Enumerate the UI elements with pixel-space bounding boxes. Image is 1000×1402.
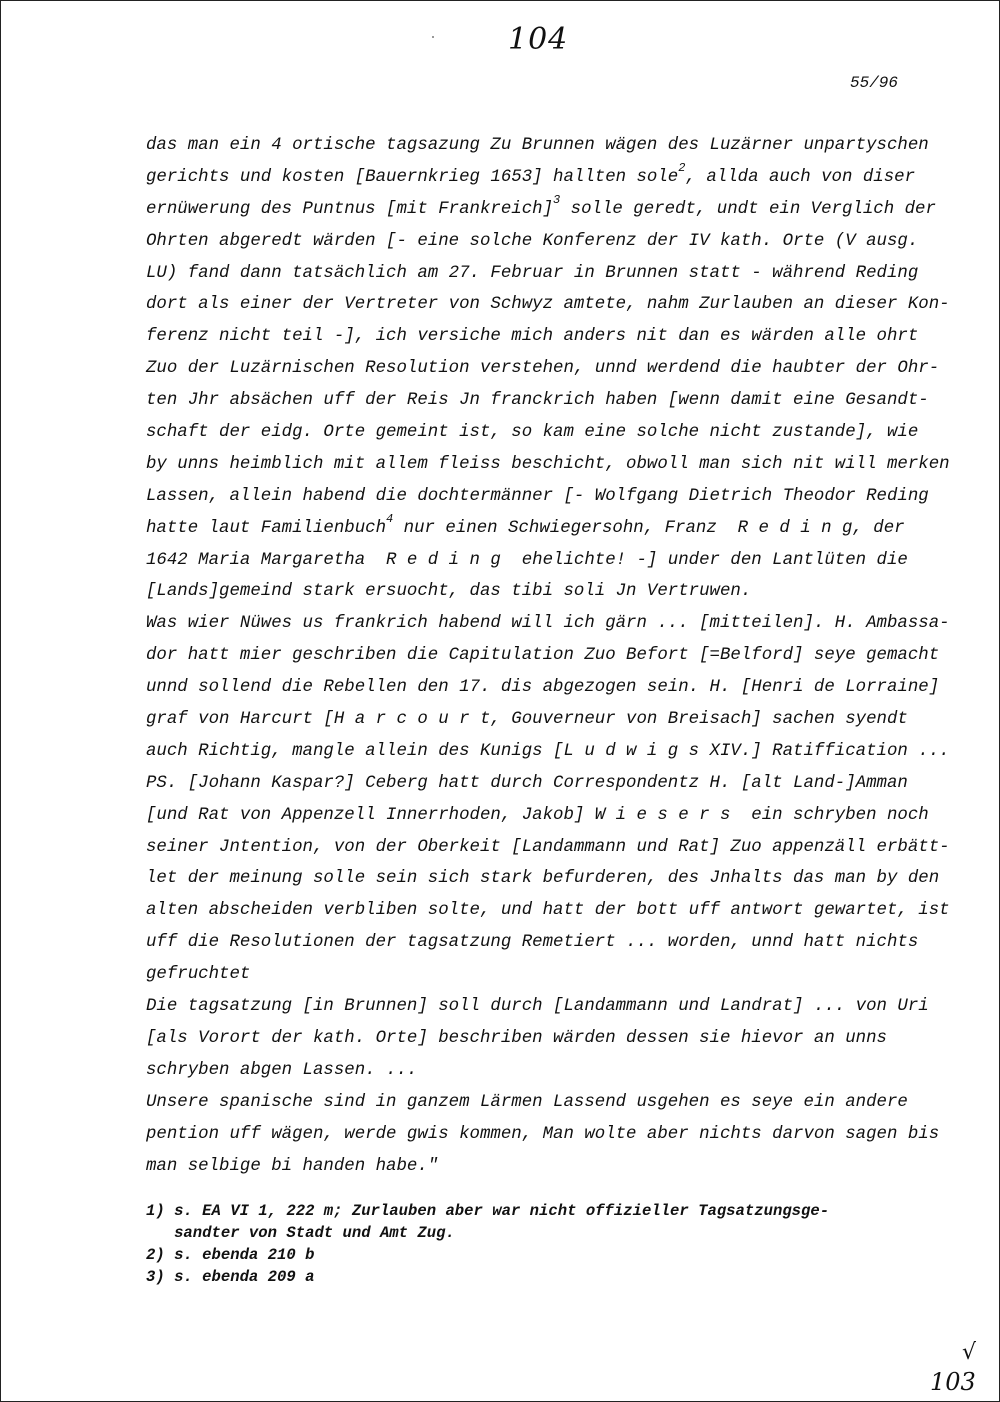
text-line: PS. [Johann Kaspar?] Ceberg hatt durch Correspondentz H. [alt Land-]Amman <box>146 773 908 793</box>
text-line: schaft der eidg. Orte gemeint ist, so kam eine solche nicht zustande], wie <box>146 423 919 443</box>
text-segment: nur einen Schwiegersohn, Franz R e d i n g, der <box>393 518 905 538</box>
text-line: Die tagsatzung [in Brunnen] soll durch [Landammann und Landrat] ... von Uri <box>146 997 929 1017</box>
text-line: 1642 Maria Margaretha R e d i n g ehelichte! -] under den Lantlüten die <box>146 550 908 570</box>
handwritten-folio-number: 104 <box>508 22 569 57</box>
text-segment: gerichts und kosten [Bauernkrieg 1653] hallten sole <box>146 167 679 187</box>
text-line: LU) fand dann tatsächlich am 27. Februar in Brunnen statt - während Reding <box>146 263 919 283</box>
text-line: [und Rat von Appenzell Innerrhoden, Jakob] W i e s e r s ein schryben noch <box>146 805 929 825</box>
text-line: ten Jhr absächen uff der Reis Jn franckrich haben [wenn damit eine Gesandt- <box>146 391 929 411</box>
text-line: seiner Jntention, von der Oberkeit [Landammann und Rat] Zuo appenzäll erbätt- <box>146 837 950 857</box>
text-line: unnd sollend die Rebellen den 17. dis abgezogen sein. H. [Henri de Lorraine] <box>146 678 940 698</box>
text-line <box>146 513 936 545</box>
text-segment: ernüwerung des Puntnus [mit Frankreich] <box>146 199 554 219</box>
footnote-ref: 4 <box>386 511 394 526</box>
body-text <box>146 130 950 1182</box>
text-line: gefruchtet <box>146 965 251 985</box>
text-line: uff die Resolutionen der tagsatzung Remetiert ... worden, unnd hatt nichts <box>146 933 919 953</box>
check-mark-icon: √ <box>962 1340 977 1365</box>
text-segment: solle geredt, undt ein Verglich der <box>560 199 936 219</box>
text-line: [Lands]gemeind stark ersuocht, das tibi soli Jn Vertruwen. <box>146 582 752 602</box>
text-line: alten abscheiden verbliben solte, und hatt der bott uff antwort gewartet, ist <box>146 901 950 921</box>
text-line: man selbige bi handen habe." <box>146 1156 439 1176</box>
text-line: by unns heimblich mit allem fleiss beschicht, obwoll man sich nit will merken <box>146 454 950 474</box>
text-line <box>146 162 936 194</box>
handwritten-bottom-folio: 103 <box>930 1368 976 1396</box>
text-line: dort als einer der Vertreter von Schwyz amtete, nahm Zurlauben an dieser Kon- <box>146 295 950 315</box>
text-line: Zuo der Luzärnischen Resolution verstehen, unnd werdend die haubter der Ohr- <box>146 359 940 379</box>
footnote-ref: 2 <box>678 160 686 175</box>
text-line: Ohrten abgeredt wärden [- eine solche Konferenz der IV kath. Orte (V ausg. <box>146 231 919 251</box>
footnotes <box>146 1200 936 1288</box>
footnote-ref: 3 <box>553 192 561 207</box>
text-segment: hatte laut Familienbuch <box>146 518 387 538</box>
text-line: let der meinung solle sein sich stark befurderen, des Jnhalts das man by den <box>146 869 940 889</box>
text-line: das man ein 4 ortische tagsazung Zu Brunnen wägen des Luzärner unpartyschen <box>146 136 929 155</box>
text-line: ferenz nicht teil -], ich versiche mich anders nit dan es wärden alle ohrt <box>146 327 919 347</box>
text-line: graf von Harcurt [H a r c o u r t, Gouverneur von Breisach] sachen syendt <box>146 710 908 730</box>
text-line: Lassen, allein habend die dochtermänner [- Wolfgang Dietrich Theodor Reding <box>146 486 929 506</box>
text-segment: , allda auch von diser <box>685 167 916 187</box>
text-line <box>146 194 936 226</box>
text-line: dor hatt mier geschriben die Capitulation Zuo Befort [=Belford] seye gemacht <box>146 646 940 666</box>
scan-speck <box>432 36 434 38</box>
text-line: Was wier Nüwes us frankrich habend will ich gärn ... [mitteilen]. H. Ambassa- <box>146 614 950 634</box>
page-number: 55/96 <box>850 74 899 92</box>
footnote-line: 1) s. EA VI 1, 222 m; Zurlauben aber war nicht offizieller Tagsatzungsge- <box>146 1202 830 1220</box>
footnote-line: 3) s. ebenda 209 a <box>146 1268 315 1286</box>
footnote-line: 2) s. ebenda 210 b <box>146 1246 315 1264</box>
footnote-line: sandter von Stadt und Amt Zug. <box>146 1224 455 1242</box>
text-line: [als Vorort der kath. Orte] beschriben wärden dessen sie hievor an unns <box>146 1028 887 1048</box>
text-line: schryben abgen Lassen. ... <box>146 1060 418 1080</box>
text-line: auch Richtig, mangle allein des Kunigs [L u d w i g s XIV.] Ratiffication ... <box>146 741 950 761</box>
text-line: Unsere spanische sind in ganzem Lärmen Lassend usgehen es seye ein andere <box>146 1092 908 1112</box>
text-line: pention uff wägen, werde gwis kommen, Man wolte aber nichts darvon sagen bis <box>146 1124 940 1144</box>
